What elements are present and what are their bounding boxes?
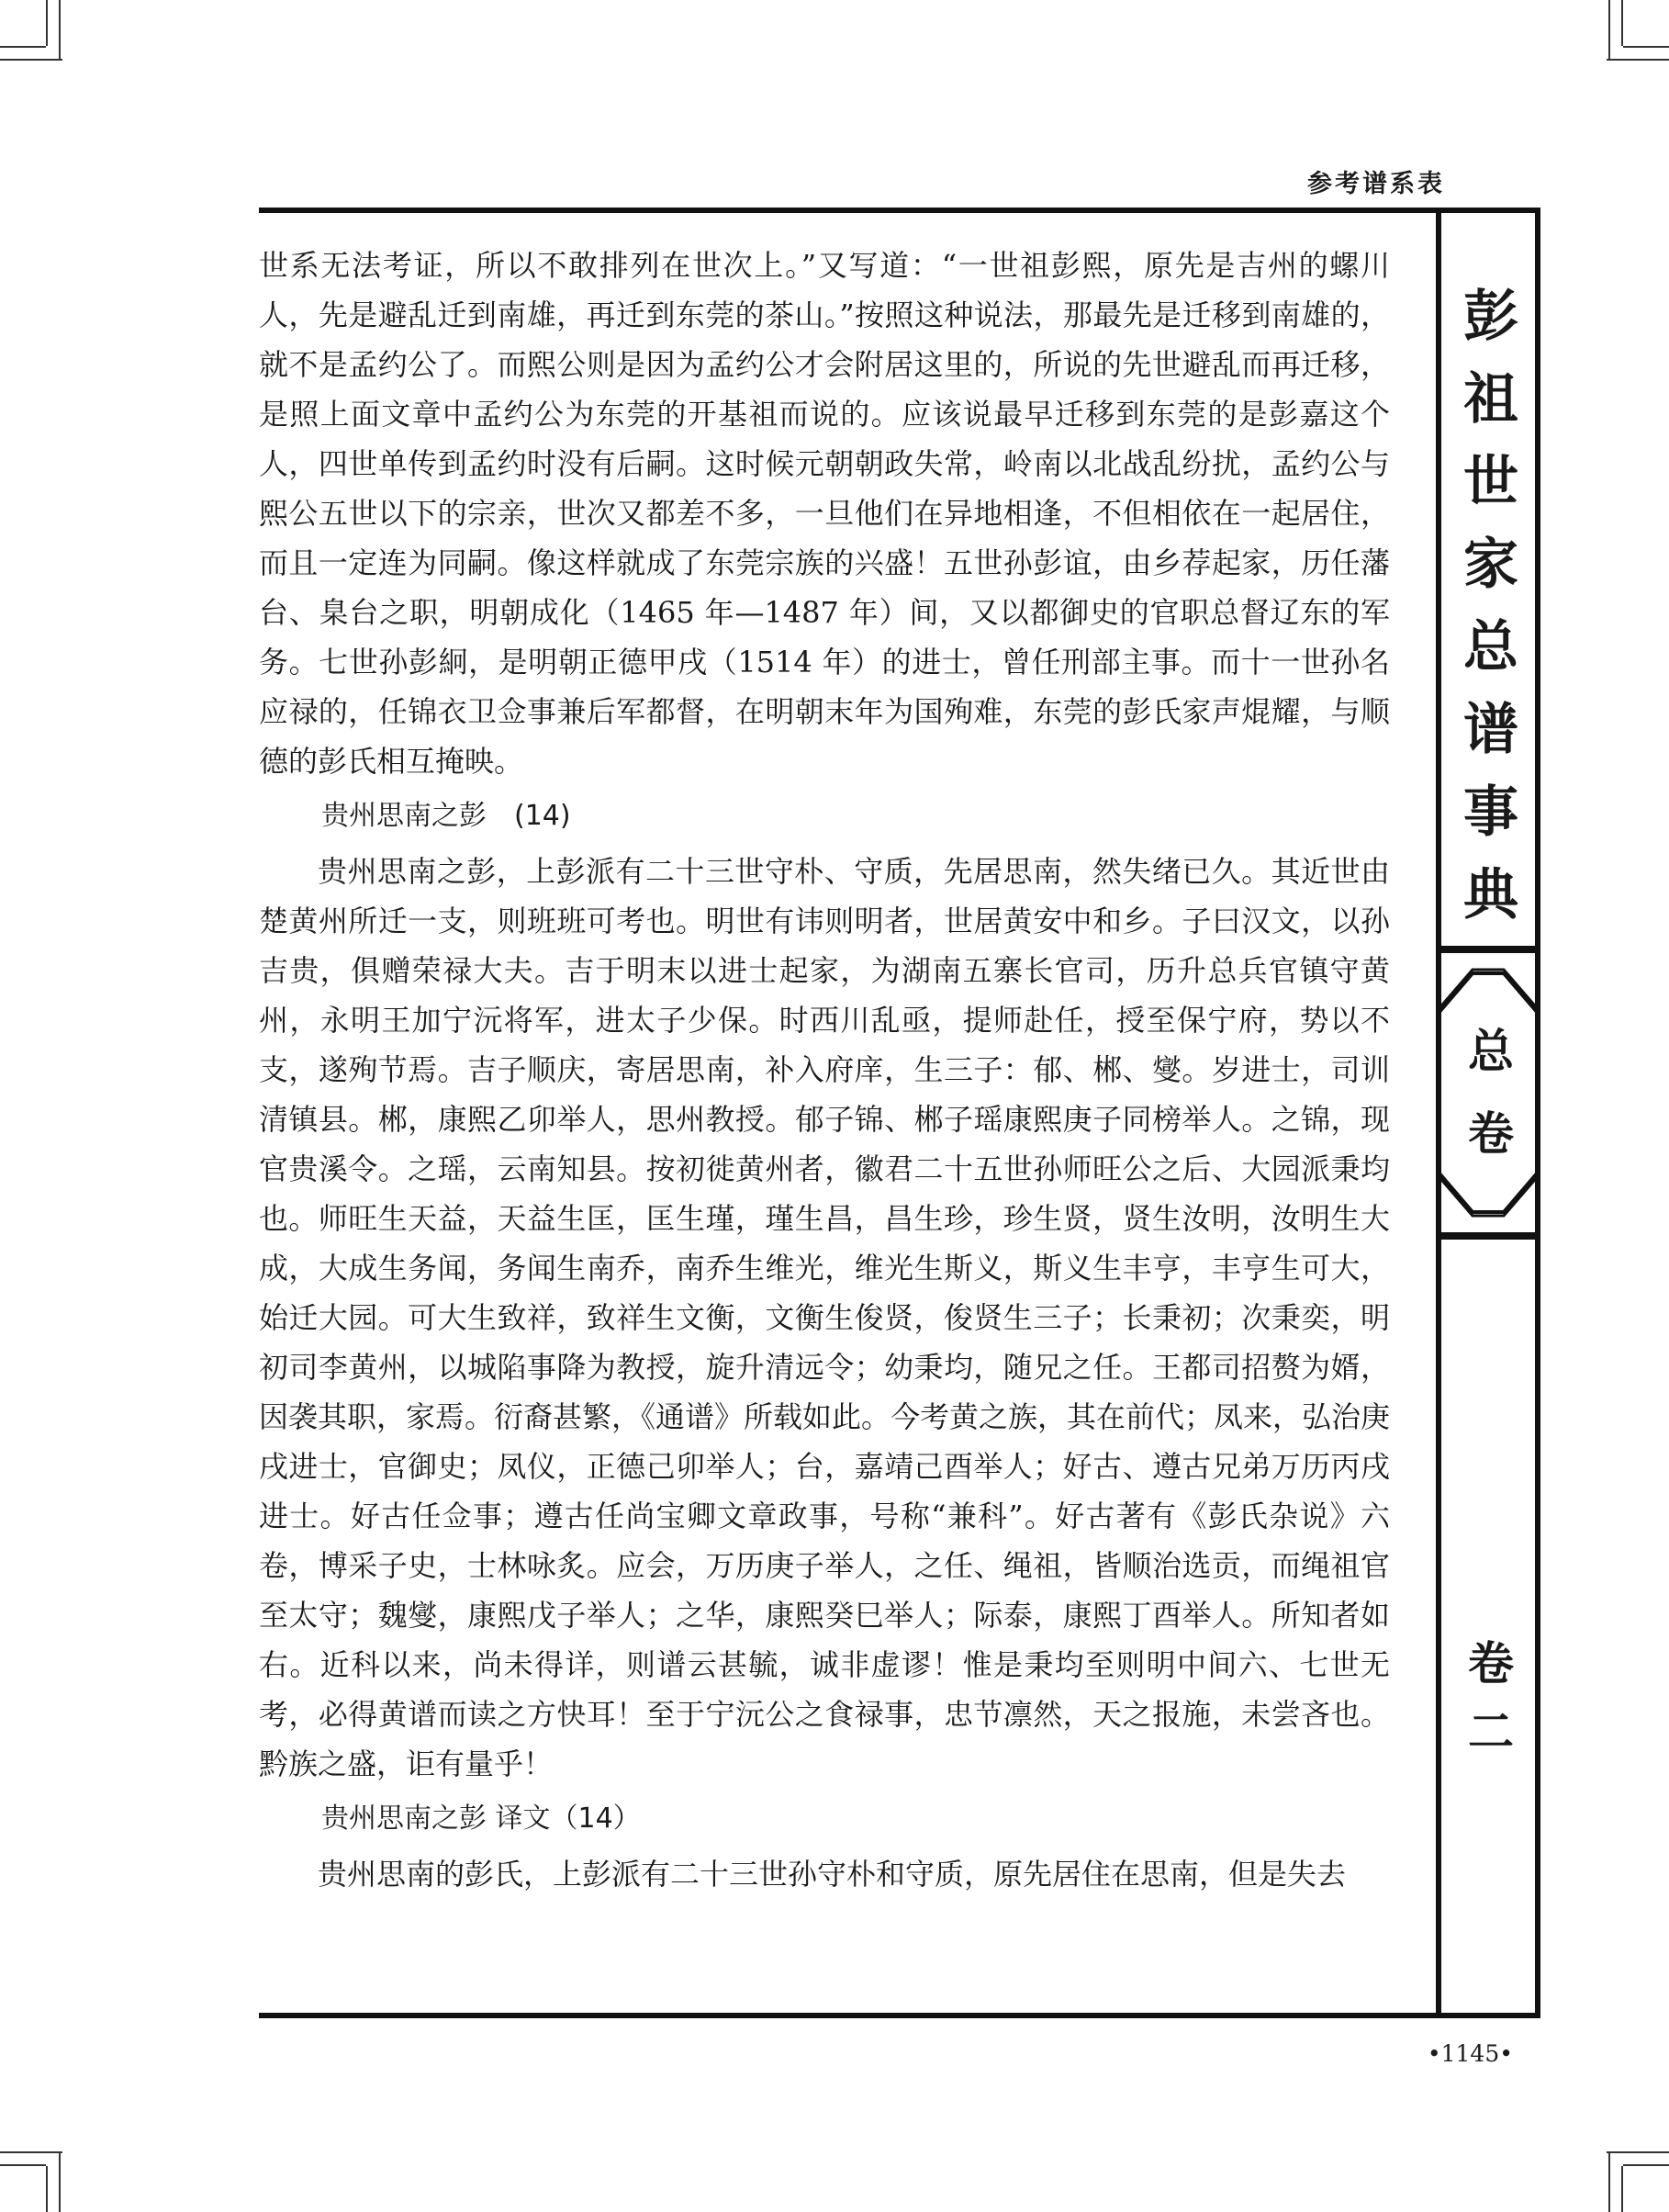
section-heading: 贵州思南之彭 译文（14） <box>321 1802 641 1835</box>
crop-mark <box>1607 2151 1669 2153</box>
crop-mark <box>59 2153 61 2212</box>
volume-char: 卷 <box>1468 1107 1514 1161</box>
section-heading: 贵州思南之彭 (14) <box>321 800 571 832</box>
title-char: 事 <box>1463 780 1518 845</box>
header-rule <box>259 208 1539 213</box>
book-title-vertical <box>1445 275 1537 937</box>
running-header: 参考谱系表 <box>1307 170 1445 198</box>
page-number: •1145• <box>1427 2040 1513 2067</box>
main-text-column <box>259 241 1390 1899</box>
juan-char: 卷 <box>1468 1637 1514 1690</box>
body-paragraph: 世系无法考证，所以不敢排列在世次上。”又写道：“一世祖彭熙，原先是吉州的螺川人，先是避乱迁到南雄，再迁到东莞的茶山。”按照这种说法，那最先是迁移到南雄的，就不是孟约公了。而熙公则是因为孟约公才会附居这里的，所说的先世避乱而再迁移，是照上面文章中孟约公为东莞的开基祖而说的。应该说最早迁移到东莞的是彭嘉这个人，四世单传到孟约时没有后嗣。这时候元朝朝政失常，岭南以北战乱纷扰，孟约公与熙公五世以下的宗亲，世次又都差不多，一旦他们在异地相逢，不但相依在一起居住，而且一定连为同嗣。像这样就成了东莞宗族的兴盛！五世孙彭谊，由乡荐起家，历任藩台、臬台之职，明朝成化（1465 年—1487 年）间，又以都御史的官职总督辽东的军务。七世孙彭絅，是明朝正德甲戌（1514 年）的进士，曾任刑部主事。而十一世孙名应禄的，任锦衣卫佥事兼后军都督，在明朝末年为国殉难，东莞的彭氏家声焜耀，与顺德的彭氏相互掩映。 <box>259 248 1390 779</box>
footer-rule <box>259 2013 1539 2018</box>
juan-label-vertical <box>1445 1630 1537 1766</box>
volume-label-vertical <box>1445 1010 1537 1175</box>
crop-mark <box>1623 2164 1669 2166</box>
body-paragraph: 贵州思南的彭氏，上彭派有二十三世孙守朴和守质，原先居住在思南，但是失去 <box>318 1857 1347 1892</box>
crop-mark <box>59 0 61 59</box>
title-char: 世 <box>1463 450 1518 514</box>
title-char: 彭 <box>1463 285 1518 349</box>
crop-mark <box>0 46 46 48</box>
crop-mark <box>1621 0 1623 46</box>
volume-char: 总 <box>1468 1025 1514 1078</box>
crop-mark <box>1621 2166 1623 2212</box>
crop-mark <box>0 2164 46 2166</box>
crop-mark <box>1607 59 1669 61</box>
title-char: 祖 <box>1463 367 1518 432</box>
title-char: 谱 <box>1463 698 1518 762</box>
title-char: 典 <box>1463 863 1518 927</box>
juan-char: 二 <box>1468 1705 1514 1758</box>
title-char: 总 <box>1463 615 1518 679</box>
crop-mark <box>0 59 62 61</box>
crop-mark <box>0 2151 62 2153</box>
crop-mark <box>46 0 48 46</box>
body-paragraph: 贵州思南之彭，上彭派有二十三世守朴、守质，先居思南，然失绪已久。其近世由楚黄州所迁一支，则班班可考也。明世有讳则明者，世居黄安中和乡。子曰汉文，以孙吉贵，俱赠荣禄大夫。吉于明末以进士起家，为湖南五寨长官司，历升总兵官镇守黄州，永明王加宁沅将军，进太子少保。时西川乱亟，提师赴任，授至保宁府，势以不支，遂殉节焉。吉子顺庆，寄居思南，补入府庠，生三子：郁、郴、燮。岁进士，司训清镇县。郴，康熙乙卯举人，思州教授。郁子锦、郴子瑶康熙庚子同榜举人。之锦，现官贵溪令。之瑶，云南知县。按初徙黄州者，徽君二十五世孙师旺公之后、大园派秉均也。师旺生天益，天益生匡，匡生瑾，瑾生昌，昌生珍，珍生贤，贤生汝明，汝明生大成，大成生务闻，务闻生南乔，南乔生维光，维光生斯义，斯义生丰亨，丰亨生可大，始迁大园。可大生致祥，致祥生文衡，文衡生俊贤，俊贤生三子；长秉初；次秉奕，明初司李黄州，以城陷事降为教授，旋升清远令；幼秉均，随兄之任。王都司招赘为婿，因袭其职，家焉。衍裔甚繁，《通谱》所载如此。今考黄之族，其在前代；凤来，弘治庚戌进士，官御史；凤仪，正德己卯举人；台，嘉靖己酉举人；好古、遵古兄弟万历丙戌进士。好古任佥事；遵古任尚宝卿文章政事，号称“兼科”。好古著有《彭氏杂说》六卷，博采子史，士林咏炙。应会，万历庚子举人，之任、绳祖，皆顺治选贡，而绳祖官至太守；魏燮，康熙戊子举人；之华，康熙癸巳举人；际泰，康熙丁酉举人。所知者如右。近科以来，尚未得详，则谱云甚毓，诚非虚谬！惟是秉均至则明中间六、七世无考，必得黄谱而读之方快耳！至于宁沅公之食禄事，忠节凛然，天之报施，未尝吝也。黔族之盛，讵有量乎！ <box>259 854 1391 1781</box>
title-char: 家 <box>1463 533 1518 597</box>
crop-mark <box>46 2166 48 2212</box>
crop-mark <box>1608 0 1610 59</box>
crop-mark <box>1608 2153 1610 2212</box>
crop-mark <box>1623 46 1669 48</box>
